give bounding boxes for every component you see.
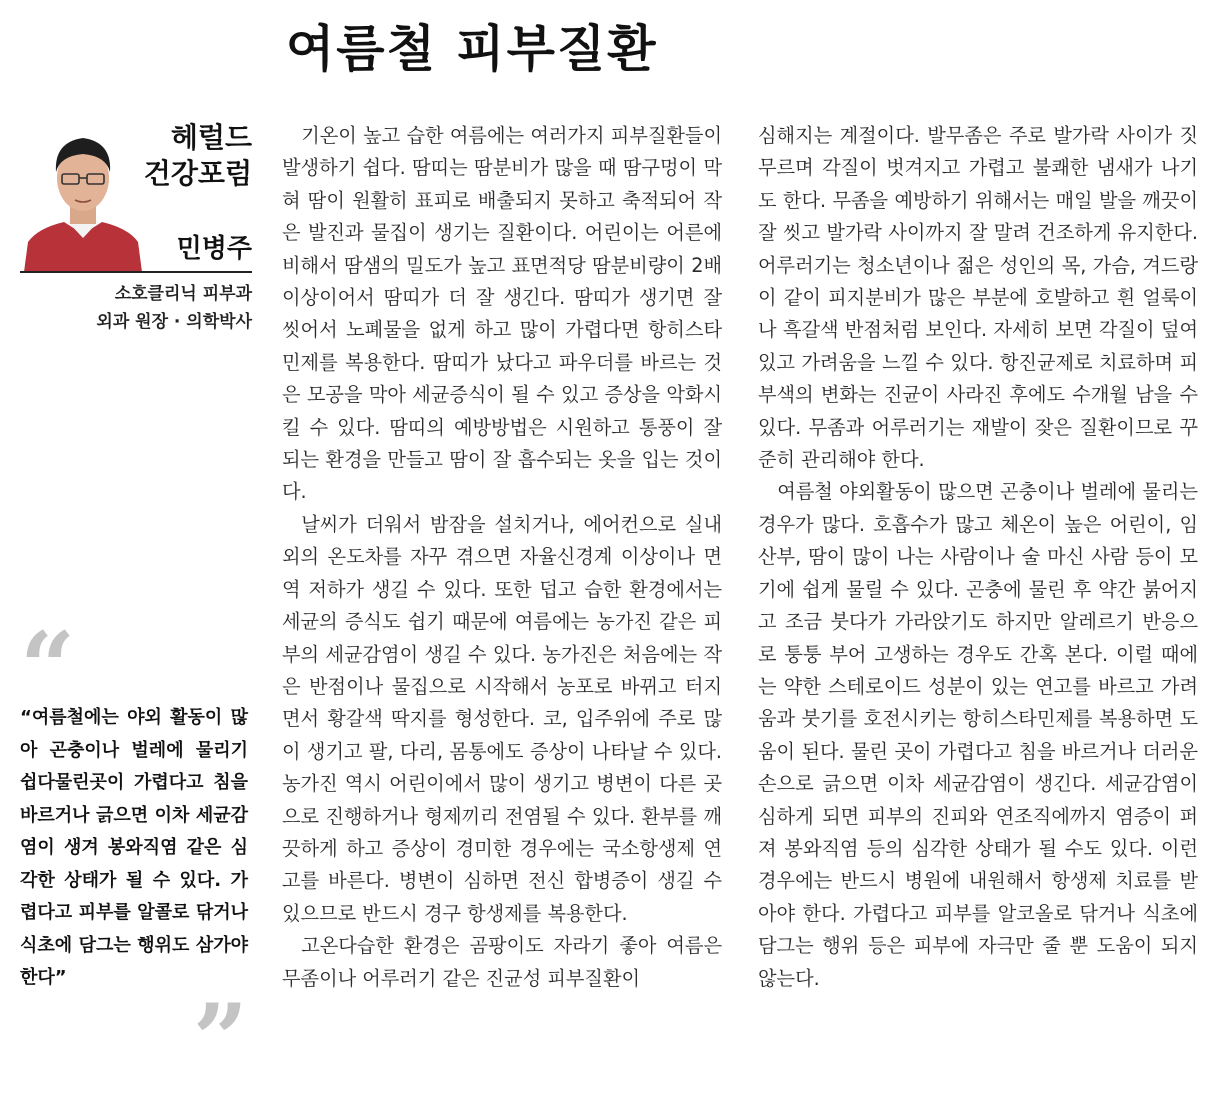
author-title-line-1: 소호클리닉 피부과 xyxy=(114,284,252,304)
column-brand xyxy=(144,120,252,192)
author-portrait-icon xyxy=(24,122,142,272)
author-title xyxy=(96,280,252,336)
article-column-1 xyxy=(282,120,722,995)
brand-line-1: 헤럴드 xyxy=(170,121,252,154)
open-quote-icon: “ xyxy=(20,611,76,724)
brand-line-2: 건강포럼 xyxy=(143,157,252,190)
column-sidebar xyxy=(20,120,252,1096)
headline: 여름철 피부질환 xyxy=(286,19,658,78)
article-paragraph: 고온다습한 환경은 곰팡이도 자라기 좋아 여름은 무좀이나 어루러기 같은 진균성 피부질환이 xyxy=(282,934,722,990)
close-quote-icon: ” xyxy=(192,983,248,1096)
article-paragraph: 여름철 야외활동이 많으면 곤충이나 벌레에 물리는 경우가 많다. 호흡수가 많고 체온이 높은 어린이, 임산부, 땀이 많이 나는 사람이나 술 마신 사람 등이 모기에 쉽게 물릴 수 있다. 곤충에 물린 후 약간 붉어지고 조금 붓다가 가라앉기도 하지만 알레르기 반응으로 퉁퉁 부어 고생하는 경우도 간혹 본다. 이럴 때에는 약한 스테로이드 성분이 있는 연고를 바르고 가려움과 붓기를 호전시키는 항히스타민제를 복용하면 도움이 된다. 물린 곳이 가렵다고 침을 바르거나 더러운 손으로 긁으면 이차 세균감염이 생긴다. 세균감염이 심하게 되면 피부의 진피와 연조직에까지 염증이 퍼져 봉와직염 등의 심각한 상태가 될 수도 있다. 이런 경우에는 반드시 병원에 내원해서 항생제 치료를 받아야 한다. 가렵다고 피부를 알코올로 닦거나 식초에 담그는 행위 등은 피부에 자극만 줄 뿐 도움이 되지 않는다. xyxy=(758,480,1198,990)
author-title-line-2: 외과 원장 · 의학박사 xyxy=(96,312,252,332)
author-name: 민병주 xyxy=(176,234,252,264)
author-photo xyxy=(24,122,142,272)
article-paragraph: 날씨가 더워서 밤잠을 설치거나, 에어컨으로 실내외의 온도차를 자꾸 겪으면 자율신경계 이상이나 면역 저하가 생길 수 있다. 또한 덥고 습한 환경에서는 세균의 증식도 쉽기 때문에 여름에는 농가진 같은 피부의 세균감염이 생길 수 있다. 농가진은 처음에는 작은 반점이나 물집으로 시작해서 농포로 바뀌고 터지면서 황갈색 딱지를 형성한다. 코, 입주위에 주로 많이 생기고 팔, 다리, 몸통에도 증상이 나타날 수 있다. 농가진 역시 어린이에서 많이 생기고 병변이 다른 곳으로 진행하거나 형제끼리 전염될 수 있다. 환부를 깨끗하게 하고 증상이 경미한 경우에는 국소항생제 연고를 바른다. 병변이 심하면 전신 합병증이 생길 수 있으므로 반드시 경구 항생제를 복용한다. xyxy=(282,512,722,925)
article-paragraph: 심해지는 계절이다. 발무좀은 주로 발가락 사이가 짓무르며 각질이 벗겨지고 가렵고 불쾌한 냄새가 나기도 한다. 무좀을 예방하기 위해서는 매일 발을 깨끗이 잘 씻고 발가락 사이까지 잘 말려 건조하게 유지한다. 어루러기는 청소년이나 젊은 성인의 목, 가슴, 겨드랑이 같이 피지분비가 많은 부분에 호발하고 흰 얼룩이나 흑갈색 반점처럼 보인다. 자세히 보면 각질이 덮여 있고 가려움을 느낄 수 있다. 항진균제로 치료하며 피부색의 변화는 진균이 사라진 후에도 수개월 남을 수 있다. 무좀과 어루러기는 재발이 잦은 질환이므로 꾸준히 관리해야 한다. xyxy=(758,124,1198,472)
pull-quote: “여름철에는 야외 활동이 많아 곤충이나 벌레에 물리기 쉽다물린곳이 가렵다고 침을 바르거나 긁으면 이차 세균감염이 생겨 봉와직염 같은 심각한 상태가 될 수 있다. 가렵다고 피부를 알콜로 닦거나 식초에 담그는 행위도 삼가야 한다” xyxy=(20,707,248,988)
article-column-2 xyxy=(758,120,1198,995)
article-paragraph: 기온이 높고 습한 여름에는 여러가지 피부질환들이 발생하기 쉽다. 땀띠는 땀분비가 많을 때 땀구멍이 막혀 땀이 원활히 표피로 배출되지 못하고 축적되어 작은 발진과 물집이 생기는 질환이다. 어린이는 어른에 비해서 땀샘의 밀도가 높고 표면적당 땀분비량이 2배 이상이어서 땀띠가 더 잘 생긴다. 땀띠가 생기면 잘 씻어서 노폐물을 없게 하고 많이 가렵다면 항히스타민제를 복용한다. 땀띠가 났다고 파우더를 바르는 것은 모공을 막아 세균증식이 될 수 있고 증상을 악화시킬 수 있다. 땀띠의 예방방법은 시원하고 통풍이 잘 되는 환경을 만들고 땀이 잘 흡수되는 옷을 입는 것이다. xyxy=(282,124,722,504)
divider xyxy=(20,271,252,273)
